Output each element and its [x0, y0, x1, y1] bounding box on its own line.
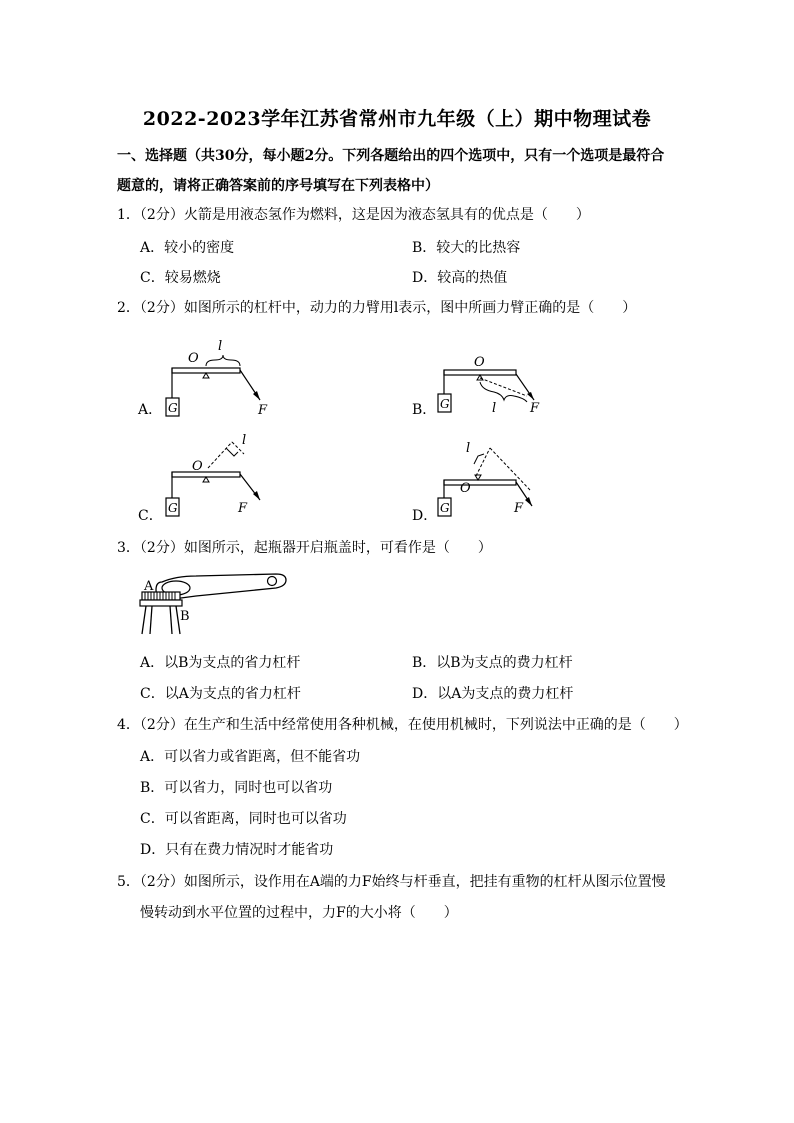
section-heading-line1: 一、选择题（共30分，每小题2分。下列各题给出的四个选项中，只有一个选项是最符合 — [117, 148, 665, 164]
question-2-stem: 2．（2分）如图所示的杠杆中，动力的力臂用l表示，图中所画力臂正确的是（ ） — [117, 300, 637, 316]
question-1-option-b[interactable]: B．较大的比热容 — [412, 240, 521, 256]
label-f: F — [514, 501, 524, 516]
question-3-option-b[interactable]: B．以B为支点的费力杠杆 — [412, 655, 573, 671]
question-3-option-a[interactable]: A．以B为支点的省力杠杆 — [140, 655, 301, 671]
label-f: F — [258, 403, 268, 418]
label-l: l — [242, 433, 247, 448]
question-4-option-a[interactable]: A．可以省力或省距离，但不能省功 — [140, 749, 361, 765]
label-g: G — [168, 501, 178, 515]
question-2-option-b[interactable]: B． — [412, 402, 437, 418]
question-2-option-a[interactable]: A． — [138, 402, 163, 418]
lever-figure-a — [160, 330, 280, 420]
question-5-stem-line2: 慢转动到水平位置的过程中，力F的大小将（ ） — [140, 905, 458, 921]
label-l: l — [466, 441, 471, 456]
question-5-stem-line1: 5．（2分）如图所示，设作用在A端的力F始终与杆垂直，把挂有重物的杠杆从图示位置慢 — [117, 874, 666, 890]
bottle-opener-figure — [136, 568, 296, 638]
lever-figure-b — [432, 352, 552, 418]
question-4-option-d[interactable]: D．只有在费力情况时才能省功 — [140, 842, 334, 858]
question-1-stem: 1．（2分）火箭是用液态氢作为燃料，这是因为液态氢具有的优点是（ ） — [117, 207, 590, 223]
question-2-option-c[interactable]: C． — [138, 508, 163, 524]
lever-figure-d — [432, 436, 552, 524]
page-title: 2022-2023学年江苏省常州市九年级（上）期中物理试卷 — [142, 108, 652, 130]
label-o: O — [474, 355, 485, 370]
section-heading-line2: 题意的，请将正确答案前的序号填写在下列表格中） — [117, 178, 439, 194]
label-f: F — [238, 501, 248, 516]
question-1-option-c[interactable]: C．较易燃烧 — [140, 270, 221, 286]
label-b: B — [180, 609, 190, 624]
label-g: G — [440, 501, 450, 515]
label-g: G — [168, 401, 178, 415]
question-3-option-c[interactable]: C．以A为支点的省力杠杆 — [140, 686, 301, 702]
label-o: O — [188, 351, 199, 366]
label-g: G — [440, 397, 450, 411]
label-l: l — [218, 339, 223, 354]
lever-figure-c — [160, 430, 280, 524]
question-4-option-b[interactable]: B．可以省力，同时也可以省功 — [140, 780, 333, 796]
question-3-stem: 3．（2分）如图所示，起瓶器开启瓶盖时，可看作是（ ） — [117, 540, 492, 556]
label-a: A — [144, 579, 154, 594]
question-4-option-c[interactable]: C．可以省距离，同时也可以省功 — [140, 811, 347, 827]
question-1-option-a[interactable]: A．较小的密度 — [140, 240, 235, 256]
question-1-option-d[interactable]: D．较高的热值 — [412, 270, 508, 286]
label-o: O — [192, 459, 203, 474]
question-2-option-d[interactable]: D． — [412, 508, 438, 524]
question-3-option-d[interactable]: D．以A为支点的费力杠杆 — [412, 686, 574, 702]
label-o: O — [460, 481, 471, 496]
label-f: F — [530, 401, 540, 416]
label-l: l — [492, 401, 497, 416]
question-4-stem: 4．（2分）在生产和生活中经常使用各种机械，在使用机械时，下列说法中正确的是（ ） — [117, 717, 688, 733]
